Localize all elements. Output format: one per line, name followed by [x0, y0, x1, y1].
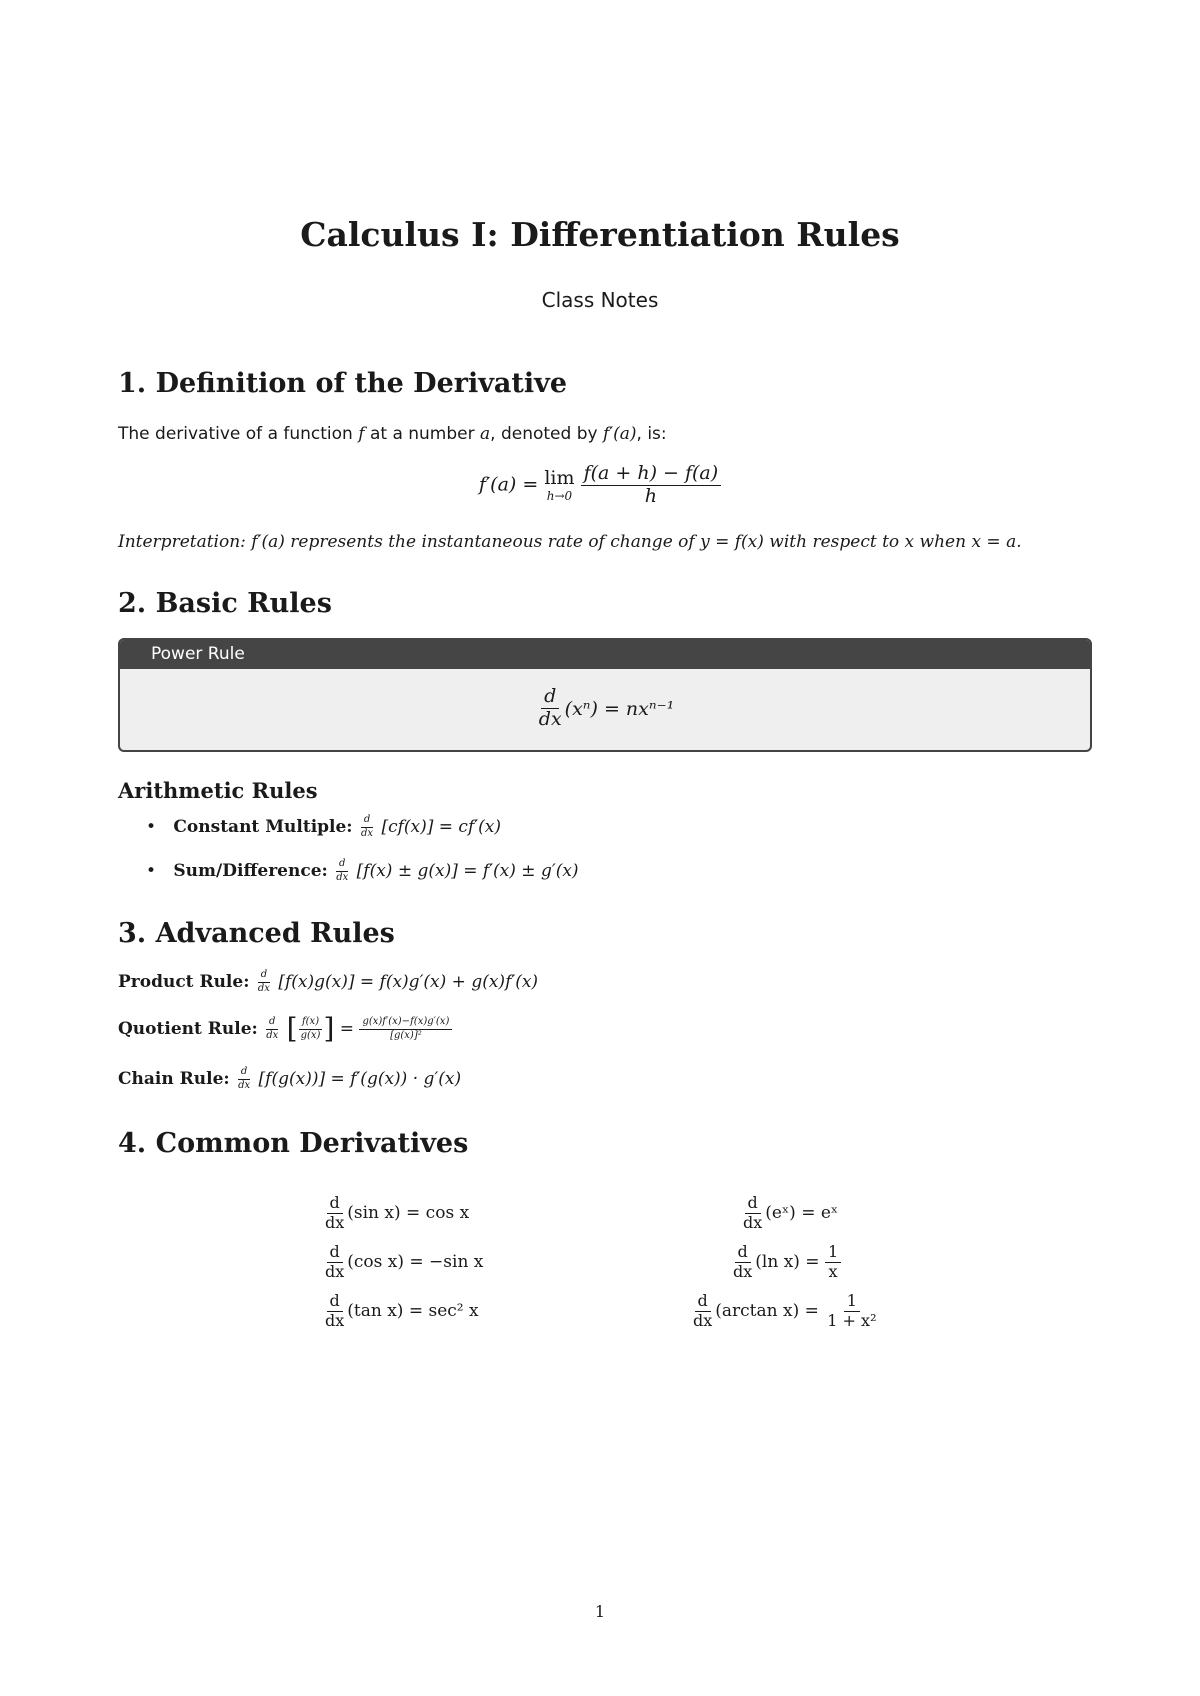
ddx-numerator: d	[695, 1293, 711, 1312]
quotient-rhs-denominator: [g(x)]²	[390, 1029, 422, 1041]
ddx	[730, 1244, 755, 1281]
intro-text-3: , denoted by	[490, 424, 598, 444]
section-3-heading: 3. Advanced Rules	[118, 918, 395, 949]
ddx-denominator: dx	[743, 1212, 763, 1232]
section-2-heading: 2. Basic Rules	[118, 588, 332, 619]
ddx-numerator: d	[327, 1293, 343, 1312]
derivative-arctan	[690, 1293, 879, 1330]
difference-quotient	[581, 464, 722, 507]
derivative-expression: (tan x) = sec² x	[347, 1301, 479, 1322]
derivative-ln	[730, 1244, 841, 1281]
ddx-numerator: d	[745, 1195, 761, 1214]
intro-symbol-a: a	[480, 424, 491, 444]
limit-subscript: h→0	[546, 488, 573, 503]
ddx-numerator: d	[327, 1195, 343, 1214]
ddx-inline	[235, 1067, 253, 1091]
intro-text-4: , is:	[636, 424, 667, 444]
intro-text-2: at a number	[369, 424, 475, 444]
ddx-denominator: dx	[336, 871, 349, 883]
list-item-constant-multiple	[146, 815, 501, 839]
ddx-numerator: d	[336, 859, 348, 872]
ddx-denominator: dx	[325, 1212, 345, 1232]
ddx-denominator: dx	[257, 982, 270, 994]
intro-symbol-fa: f′(a)	[602, 424, 637, 444]
product-rule-expression: [f(x)g(x)] = f(x)g′(x) + g(x)f′(x)	[278, 972, 539, 992]
ddx-inline	[333, 859, 351, 883]
ddx	[690, 1293, 715, 1330]
bullet-expression: [cf(x)] = cf′(x)	[381, 817, 501, 837]
derivative-definition-formula	[0, 464, 1200, 507]
intro-text-1: The derivative of a function	[118, 424, 353, 444]
result-denominator: x	[828, 1261, 838, 1281]
left-bracket: [	[286, 1012, 298, 1045]
ddx-denominator: dx	[325, 1261, 345, 1281]
chain-rule-expression: [f(g(x))] = f′(g(x)) · g′(x)	[258, 1069, 462, 1089]
derivative-expression: (cos x) = −sin x	[347, 1252, 484, 1273]
list-item-sum-difference	[146, 859, 579, 883]
derivative-exp	[740, 1195, 838, 1232]
derivative-expression: (arctan x) =	[715, 1301, 819, 1322]
quotient-rhs-fraction	[359, 1017, 452, 1041]
document-subtitle: Class Notes	[541, 288, 659, 312]
ddx-inline	[263, 1017, 281, 1041]
equals-sign: =	[339, 1019, 355, 1039]
right-bracket: ]	[323, 1012, 335, 1045]
ddx-denominator: dx	[266, 1029, 279, 1041]
quotient-rhs-numerator: g(x)f′(x)−f(x)g′(x)	[359, 1017, 452, 1030]
document-title: Calculus I: Differentiation Rules	[300, 215, 900, 254]
ddx-numerator: d	[735, 1244, 751, 1263]
derivative-cos	[322, 1244, 483, 1281]
derivative-expression: (ln x) =	[755, 1252, 820, 1273]
ddx-numerator: d	[541, 687, 559, 709]
ddx-numerator: d	[258, 970, 270, 983]
derivative-sin	[322, 1195, 469, 1232]
difference-quotient-denominator: h	[644, 484, 657, 507]
ddx	[740, 1195, 765, 1232]
bullet-label: Constant Multiple:	[173, 817, 353, 837]
derivative-tan	[322, 1293, 479, 1330]
quotient-inner-numerator: f(x)	[299, 1017, 322, 1030]
bullet-icon: •	[146, 817, 157, 837]
interpretation-text: Interpretation: f′(a) represents the instantaneous rate of change of y = f(x) with respect to x when x = a.	[118, 532, 1022, 552]
quotient-rule	[118, 1012, 452, 1045]
ddx-denominator: dx	[693, 1310, 713, 1330]
limit-label: lim	[544, 466, 575, 489]
ddx-inline	[255, 970, 273, 994]
result-numerator: 1	[825, 1244, 841, 1263]
product-rule-label: Product Rule:	[118, 972, 250, 992]
ddx-numerator: d	[266, 1017, 278, 1030]
result-fraction	[824, 1293, 879, 1330]
derivative-expression: (eˣ) = eˣ	[765, 1203, 839, 1224]
formula-lhs: f′(a) =	[478, 473, 539, 496]
ddx-inline	[358, 815, 376, 839]
result-denominator: 1 + x²	[827, 1310, 877, 1330]
ddx-denominator: dx	[538, 708, 562, 730]
ddx-denominator: dx	[733, 1261, 753, 1281]
chain-rule-label: Chain Rule:	[118, 1069, 230, 1089]
ddx-numerator: d	[327, 1244, 343, 1263]
bullet-expression: [f(x) ± g(x)] = f′(x) ± g′(x)	[356, 861, 579, 881]
bullet-icon: •	[146, 861, 157, 881]
derivative-expression: (sin x) = cos x	[347, 1203, 470, 1224]
chain-rule	[118, 1067, 461, 1091]
result-numerator: 1	[844, 1293, 860, 1312]
ddx-numerator: d	[361, 815, 373, 828]
section-4-heading: 4. Common Derivatives	[118, 1128, 469, 1159]
ddx-denominator: dx	[238, 1079, 251, 1091]
intro-symbol-f: f	[358, 424, 365, 444]
ddx	[322, 1195, 347, 1232]
difference-quotient-numerator: f(a + h) − f(a)	[581, 464, 722, 486]
result-fraction	[825, 1244, 841, 1281]
limit-operator	[544, 466, 575, 503]
ddx-denominator: dx	[325, 1310, 345, 1330]
power-rule-rhs: (xⁿ) = nxⁿ⁻¹	[564, 697, 675, 720]
power-rule-ddx	[536, 687, 565, 730]
arithmetic-rules-heading: Arithmetic Rules	[118, 778, 318, 803]
bullet-label: Sum/Difference:	[173, 861, 328, 881]
section-1-intro	[118, 424, 667, 444]
ddx	[322, 1244, 347, 1281]
ddx	[322, 1293, 347, 1330]
quotient-rule-label: Quotient Rule:	[118, 1019, 258, 1039]
quotient-inner-fraction	[298, 1017, 324, 1041]
page-number: 1	[594, 1602, 606, 1621]
ddx-denominator: dx	[361, 827, 374, 839]
section-1-heading: 1. Definition of the Derivative	[118, 368, 568, 399]
power-rule-formula	[120, 669, 1090, 748]
power-rule-title: Power Rule	[120, 640, 1090, 669]
quotient-inner-denominator: g(x)	[300, 1029, 321, 1041]
ddx-numerator: d	[238, 1067, 250, 1080]
product-rule	[118, 970, 538, 994]
power-rule-box	[118, 638, 1092, 752]
